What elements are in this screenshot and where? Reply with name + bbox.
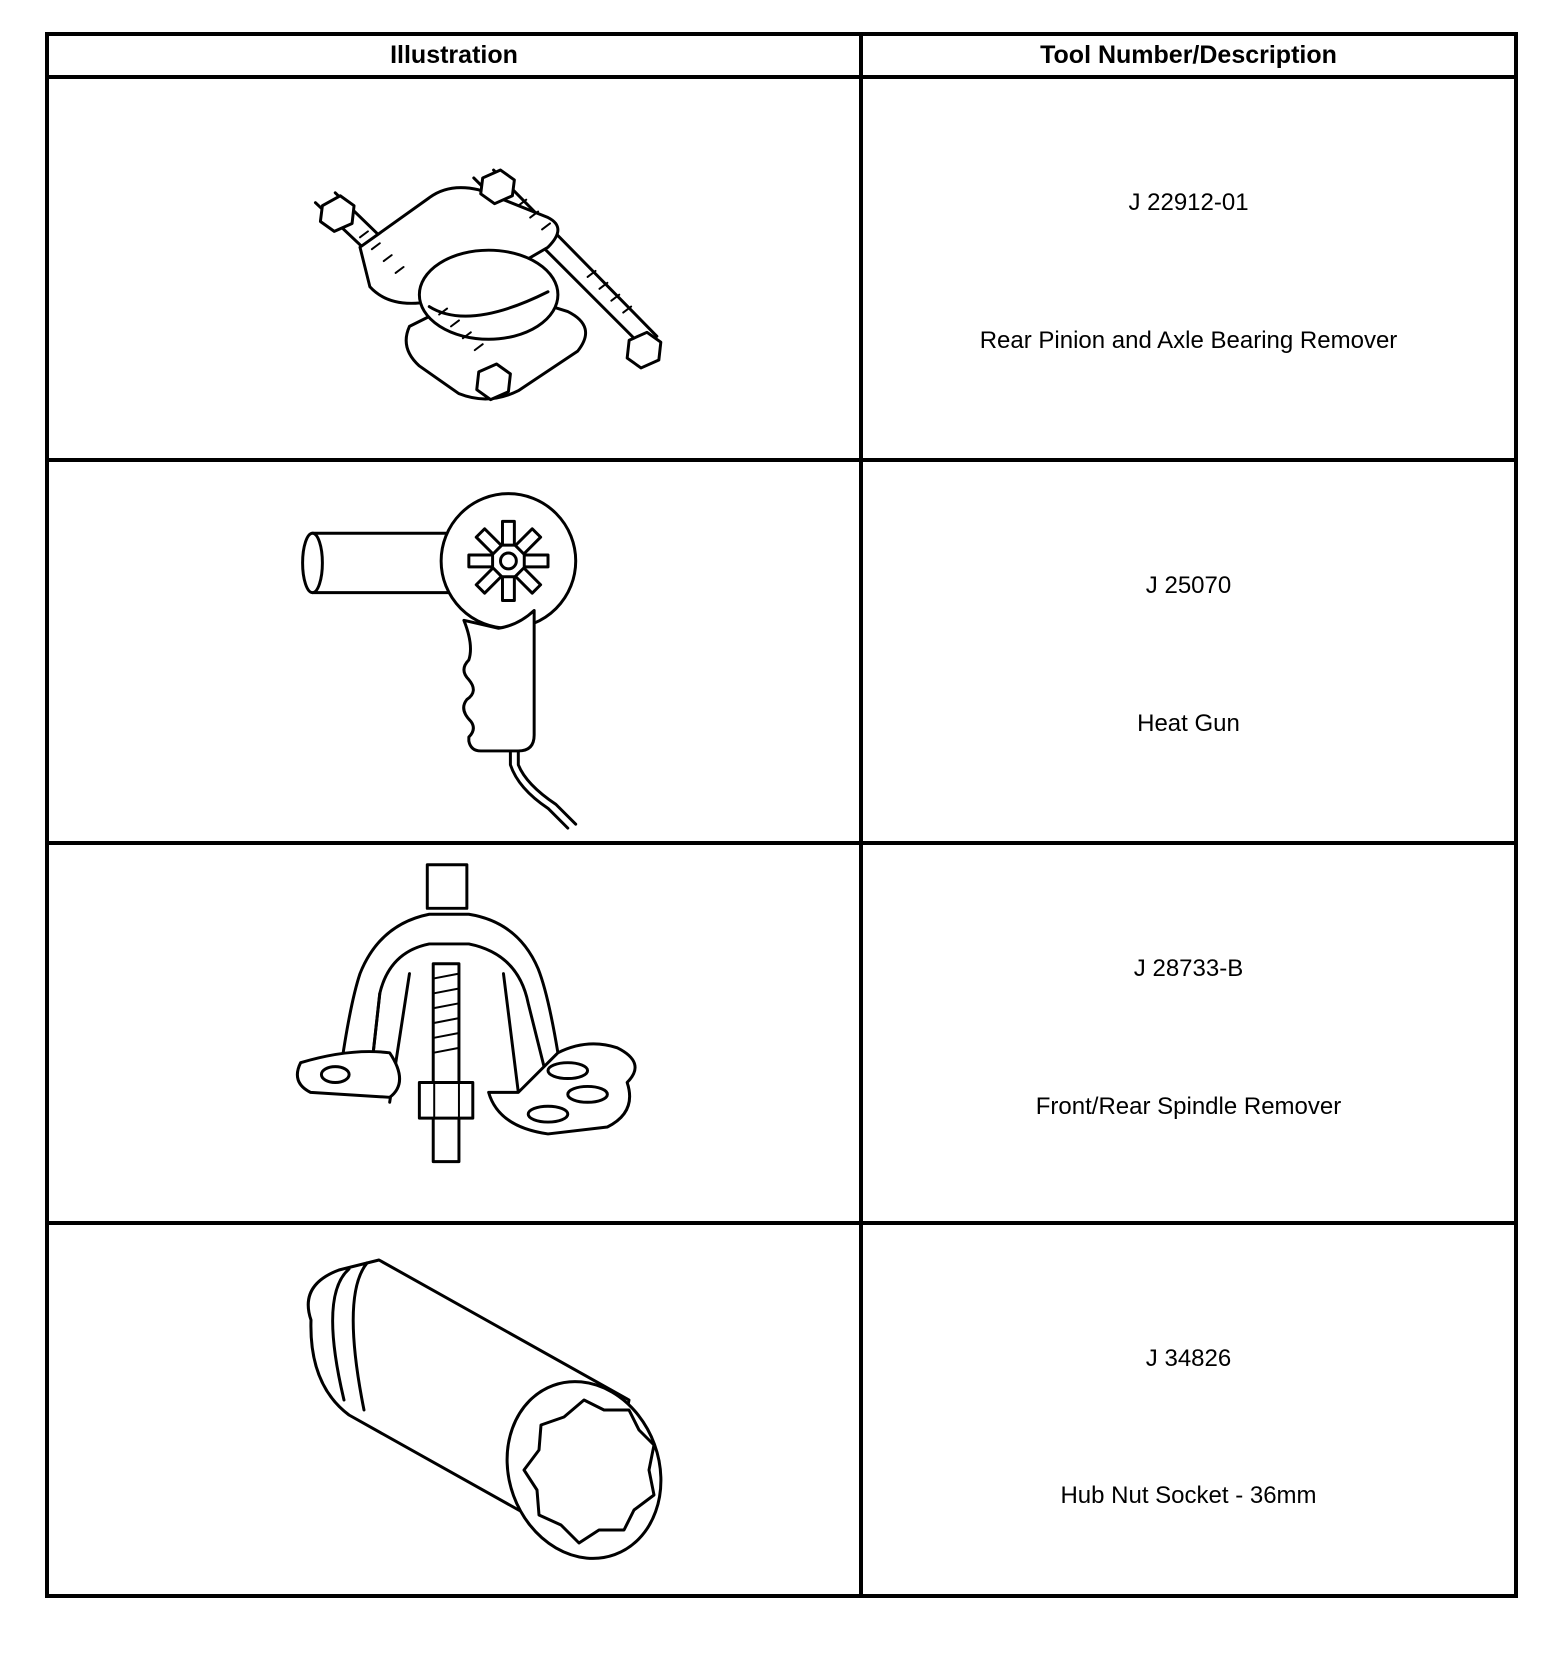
bearing-separator-icon [49,79,859,458]
tool-description: Hub Nut Socket - 36mm [1060,1482,1317,1509]
tool-description: Rear Pinion and Axle Bearing Remover [979,327,1398,354]
tool-number: J 25070 [1145,572,1232,599]
heat-gun-icon [49,462,859,841]
illustration-cell [49,79,859,458]
tool-description: Heat Gun [1137,710,1240,737]
illustration-cell [49,1225,859,1594]
table-header-row [49,36,1514,79]
tool-number: J 22912-01 [1128,189,1249,216]
description-cell [863,79,1514,458]
hub-nut-socket-icon [49,1225,859,1594]
tool-description: Front/Rear Spindle Remover [1035,1093,1342,1120]
illustration-cell [49,845,859,1221]
tool-number: J 28733-B [1133,955,1244,982]
table-row [49,79,1514,462]
header-tool-number-description: Tool Number/Description [1040,41,1337,69]
description-cell [863,1225,1514,1594]
tool-number: J 34826 [1145,1345,1232,1372]
header-illustration: Illustration [390,41,518,69]
table-row [49,1225,1514,1594]
spindle-remover-icon [49,845,859,1221]
table-row [49,462,1514,845]
illustration-cell [49,462,859,841]
special-tools-table [45,32,1518,1598]
description-cell [863,845,1514,1221]
description-cell [863,462,1514,841]
table-row [49,845,1514,1225]
